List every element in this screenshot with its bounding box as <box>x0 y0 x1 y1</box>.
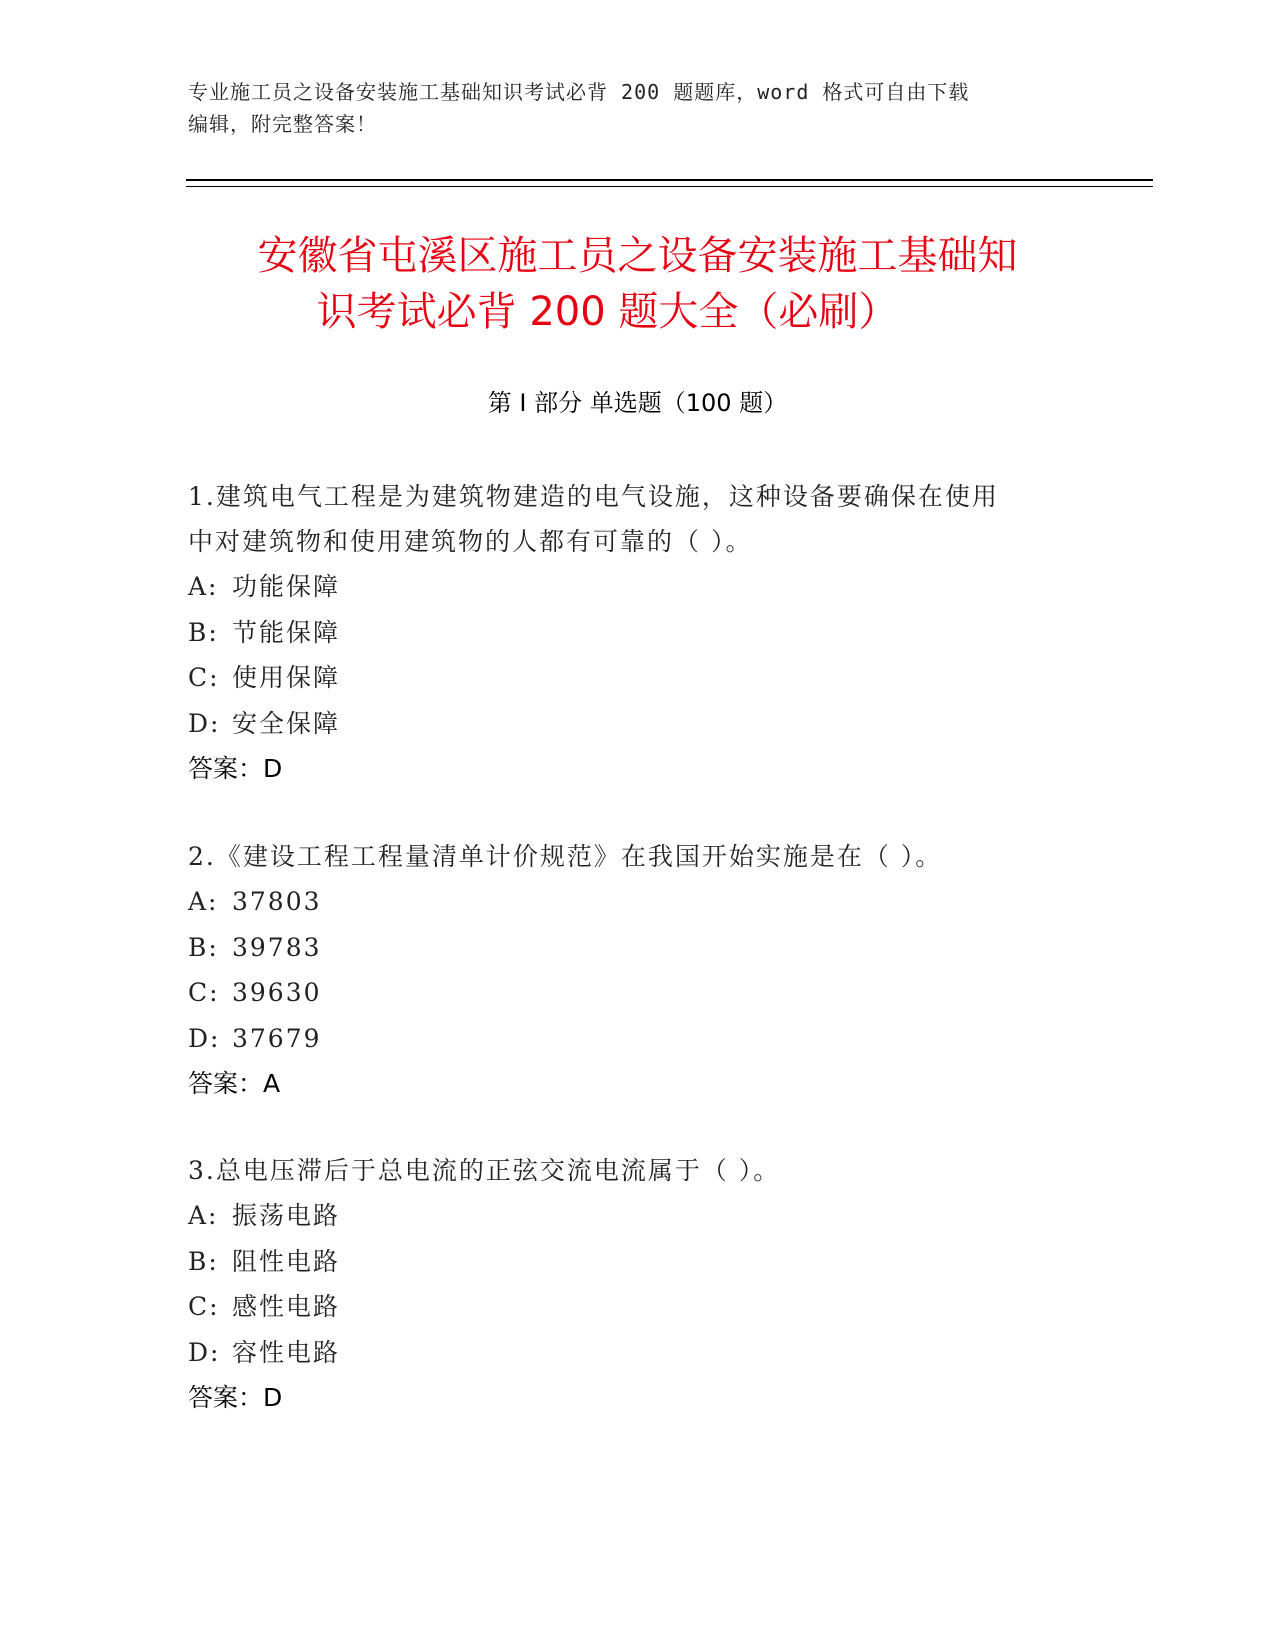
header-divider-thick <box>186 179 1153 181</box>
option-key: B: <box>188 617 219 647</box>
answer-label: 答案： <box>188 1069 264 1098</box>
answer-line <box>188 1375 1088 1421</box>
document-title-line-2: 识考试必背 200 题大全（必刷） <box>316 289 899 335</box>
header-divider-thin <box>186 186 1153 187</box>
option-text: 37803 <box>232 887 322 916</box>
question-3 <box>188 1148 1088 1421</box>
option-key: D: <box>188 1337 221 1367</box>
option-text: 39783 <box>232 932 322 962</box>
document-title <box>150 228 1125 340</box>
option-key: D: <box>188 708 221 738</box>
option-c <box>188 970 1088 1016</box>
option-b <box>188 1239 1088 1285</box>
option-c <box>188 1284 1088 1330</box>
option-b <box>188 610 1088 656</box>
option-a <box>188 1193 1088 1239</box>
option-text: 节能保障 <box>232 617 341 647</box>
header-note-line-2: 编辑，附完整答案！ <box>188 112 377 136</box>
option-key: C: <box>188 663 220 692</box>
option-key: B: <box>188 932 219 962</box>
question-stem <box>188 474 1088 564</box>
option-text: 39630 <box>232 978 322 1007</box>
section-title: 第 I 部分 单选题（100 题） <box>487 389 788 417</box>
option-text: 阻性电路 <box>232 1246 341 1276</box>
option-text: 容性电路 <box>232 1337 341 1367</box>
answer-value: A <box>263 1069 281 1098</box>
option-d <box>188 701 1088 747</box>
answer-value: D <box>263 1383 283 1412</box>
option-a <box>188 879 1088 925</box>
document-title-line-1: 安徽省屯溪区施工员之设备安装施工基础知 <box>257 233 1018 279</box>
header-note <box>188 76 1068 140</box>
option-d <box>188 1016 1088 1062</box>
question-2 <box>188 834 1088 1107</box>
option-key: C: <box>188 978 220 1007</box>
option-text: 振荡电路 <box>232 1201 341 1230</box>
question-stem-line-1: 2.《建设工程工程量清单计价规范》在我国开始实施是在（ ）。 <box>188 842 943 871</box>
option-key: A: <box>188 1201 219 1230</box>
option-key: B: <box>188 1246 219 1276</box>
question-stem-line-1: 1.建筑电气工程是为建筑物建造的电气设施，这种设备要确保在使用 <box>188 482 999 511</box>
option-text: 37679 <box>232 1023 322 1053</box>
option-d <box>188 1330 1088 1376</box>
option-text: 感性电路 <box>232 1292 341 1321</box>
header-note-line-1: 专业施工员之设备安装施工基础知识考试必背 200 题题库，word 格式可自由下载 <box>188 80 970 104</box>
option-key: C: <box>188 1292 220 1321</box>
option-text: 使用保障 <box>232 663 341 692</box>
option-b <box>188 925 1088 971</box>
question-stem <box>188 834 1088 879</box>
question-stem <box>188 1148 1088 1193</box>
question-stem-line-1: 3.总电压滞后于总电流的正弦交流电流属于（ ）。 <box>188 1156 781 1185</box>
option-c <box>188 655 1088 701</box>
option-key: A: <box>188 887 219 916</box>
option-text: 功能保障 <box>232 572 341 601</box>
answer-value: D <box>263 754 283 783</box>
answer-line <box>188 746 1088 792</box>
question-stem-line-2: 中对建筑物和使用建筑物的人都有可靠的（ ）。 <box>188 527 753 556</box>
option-key: D: <box>188 1023 221 1053</box>
option-a <box>188 564 1088 610</box>
answer-label: 答案： <box>188 1383 264 1412</box>
question-1 <box>188 474 1088 792</box>
option-key: A: <box>188 572 219 601</box>
answer-line <box>188 1061 1088 1107</box>
option-text: 安全保障 <box>232 708 341 738</box>
answer-label: 答案： <box>188 754 264 783</box>
